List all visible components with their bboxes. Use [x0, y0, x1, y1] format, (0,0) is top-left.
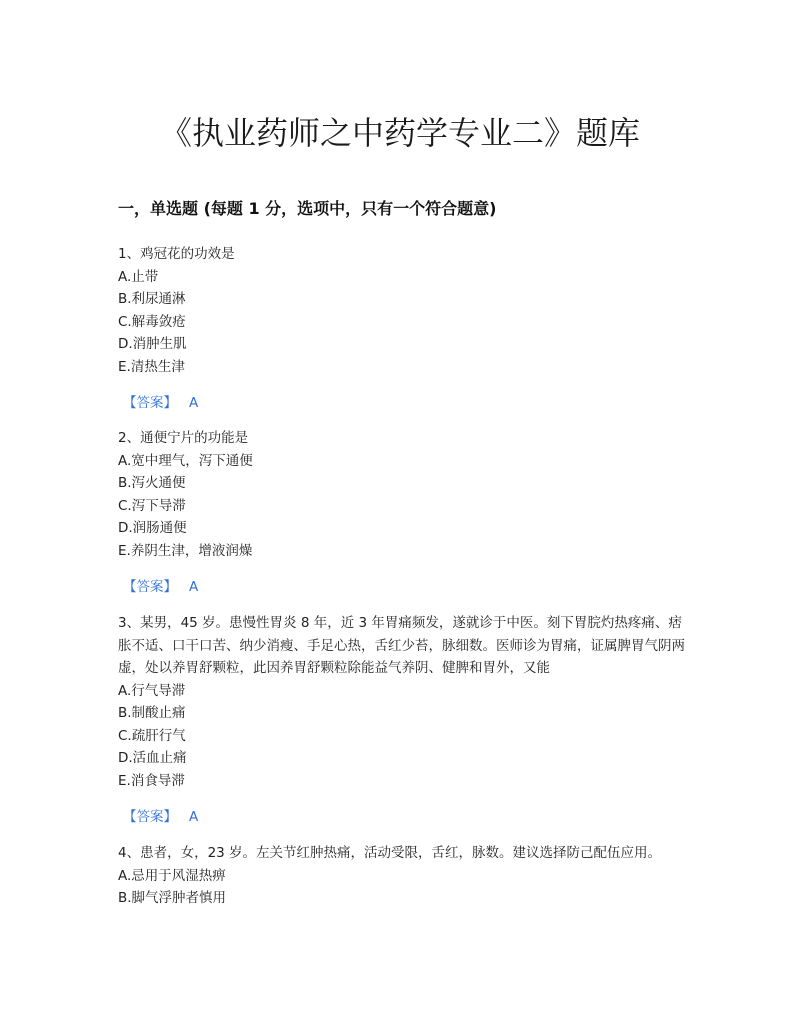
- answer-label: 【答案】: [123, 395, 177, 411]
- option-b: B.脚气浮肿者慎用: [118, 890, 227, 906]
- question-stem: 2、通便宁片的功能是: [118, 430, 249, 446]
- option-c: C.解毒敛疮: [118, 313, 186, 330]
- question-1: [118, 243, 690, 414]
- option-a: A.宽中理气，泻下通便: [118, 452, 253, 469]
- page-title: 《执业药师之中药学专业二》题库: [159, 114, 640, 152]
- answer-value: A: [189, 579, 199, 595]
- option-b: B.泻火通便: [118, 475, 186, 491]
- question-stem: 4、患者，女，23 岁。左关节红肿热痛，活动受限，舌红，脉数。建议选择防己配伍应用。: [118, 845, 662, 861]
- option-e: E.清热生津: [118, 358, 185, 375]
- option-a: A.忌用于风湿热痹: [118, 867, 226, 884]
- option-e: E.养阴生津，增液润燥: [118, 542, 253, 559]
- option-e: E.消食导滞: [118, 772, 185, 789]
- question-3: [118, 612, 690, 828]
- section-heading: 一，单选题 (每题 1 分，选项中，只有一个符合题意): [118, 199, 497, 218]
- option-d: D.活血止痛: [118, 750, 187, 766]
- answer-value: A: [189, 809, 199, 825]
- answer-label: 【答案】: [123, 809, 177, 825]
- option-d: D.消肿生肌: [118, 336, 187, 352]
- option-c: C.疏肝行气: [118, 727, 186, 744]
- option-c: C.泻下导滞: [118, 497, 186, 514]
- option-b: B.利尿通淋: [118, 291, 186, 307]
- question-4: [118, 842, 690, 910]
- option-a: A.行气导滞: [118, 682, 186, 699]
- answer-value: A: [189, 395, 199, 411]
- answer-line: [118, 576, 690, 598]
- question-2: [118, 427, 690, 598]
- question-stem: 1、鸡冠花的功效是: [118, 246, 235, 262]
- option-a: A.止带: [118, 268, 159, 285]
- answer-line: [118, 392, 690, 414]
- option-b: B.制酸止痛: [118, 705, 186, 721]
- answer-line: [118, 806, 690, 828]
- option-d: D.润肠通便: [118, 520, 187, 536]
- question-stem: 3、某男，45 岁。患慢性胃炎 8 年，近 3 年胃痛频发，遂就诊于中医。刻下胃脘灼热疼痛、痞胀不适、口干口苦、纳少消瘦、手足心热，舌红少苔，脉细数。医师诊为胃痛，证属脾胃气阴两虚，处以养胃舒颗粒，此因养胃舒颗粒除能益气养阴、健脾和胃外，又能: [118, 615, 685, 676]
- answer-label: 【答案】: [123, 579, 177, 595]
